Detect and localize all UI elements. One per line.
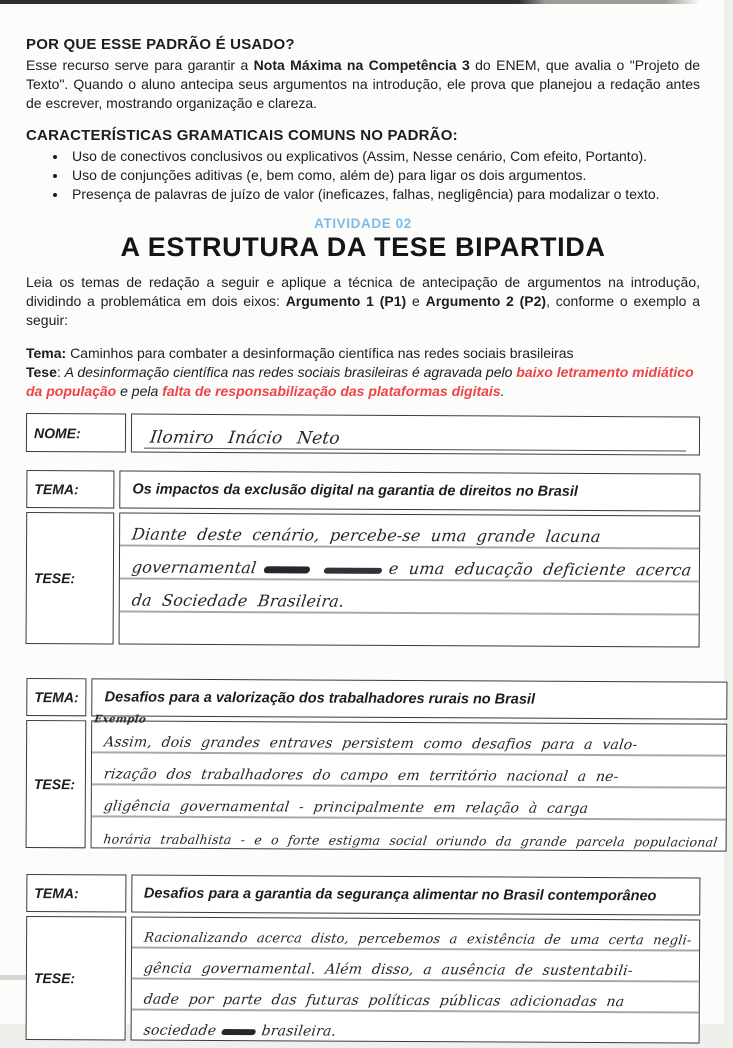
- tema-text-cell: [119, 470, 700, 511]
- tema-box-1: [26, 466, 701, 652]
- instructions-text-2: , conforme o exemplo a seguir:: [26, 293, 700, 328]
- example-tema-line: [26, 344, 700, 363]
- tema-text: Os impactos da exclusão digital na garantia de direitos no Brasil: [132, 481, 578, 500]
- instructions-text-mid: e: [406, 293, 426, 309]
- tese-cell: [130, 917, 700, 1044]
- handwriting-line: [120, 546, 699, 582]
- example-block: [26, 344, 700, 401]
- feature-bullet: • Uso de conjunções aditivas (e, bem como, além de) para ligar os dois argumentos.: [68, 166, 700, 185]
- handwritten-text: dade por parte das futuras políticas públicas adicionadas na: [142, 991, 625, 1011]
- tese-label: TESE:: [26, 512, 115, 644]
- activity-kicker: ATIVIDADE 02: [314, 216, 412, 231]
- handwritten-text: sociedade: [142, 1022, 217, 1039]
- feature-bullet: • Presença de palavras de juízo de valor (ineficazes, falhas, negligência) para modalizar o texto.: [68, 185, 700, 204]
- handwriting-line: [92, 785, 726, 820]
- nome-label: NOME:: [26, 413, 126, 453]
- handwriting-line: [120, 513, 699, 549]
- scan-artifact-top: [0, 0, 700, 4]
- features-heading: CARACTERÍSTICAS GRAMATICAIS COMUNS NO PADRÃO:: [26, 127, 458, 144]
- example-tese-period: .: [500, 383, 505, 399]
- handwriting-line: [131, 980, 699, 1014]
- handwritten-text: da Sociedade Brasileira.: [130, 590, 346, 611]
- handwriting-line: [131, 1011, 699, 1043]
- handwriting-line: [120, 579, 699, 615]
- example-tese-text-1: A desinformação científica nas redes sociais brasileiras é agravada pelo: [64, 364, 517, 380]
- handwritten-text: e uma educação deficiente acerca: [387, 558, 693, 580]
- why-heading: POR QUE ESSE PADRÃO É USADO?: [26, 36, 295, 53]
- example-tese-highlight-1: baixo letramento midiático da população: [26, 364, 694, 399]
- handwriting-line: [120, 612, 699, 646]
- example-tese-colon: :: [56, 364, 65, 380]
- handwriting-line: [92, 817, 726, 850]
- why-text-bold: Nota Máxima na Competência 3: [253, 57, 470, 73]
- tema-label: TEMA:: [26, 678, 87, 716]
- features-list: [26, 147, 700, 204]
- tema-text: Desafios para a garantia da segurança alimentar no Brasil contemporâneo: [143, 885, 657, 905]
- feature-bullet: • Uso de conectivos conclusivos ou explicativos (Assim, Nesse cenário, Com efeito, Portanto).: [68, 147, 700, 166]
- example-tese-line: [26, 363, 700, 401]
- why-text-2: do ENEM, que avalia o "Projeto de Texto". Quando o aluno antecipa seus argumentos na introdução, ele prova que planejou a redação antes de escrever, mostrando organização e clareza.: [26, 57, 701, 111]
- tese-label: TESE:: [26, 720, 87, 848]
- handwriting-line: [92, 721, 726, 756]
- exemplo-annotation: Exemplo: [93, 713, 148, 726]
- instructions-paragraph: [26, 273, 700, 330]
- nome-field: [131, 414, 700, 456]
- handwritten-text: Diante deste cenário, percebe-se uma grande lacuna: [130, 524, 602, 547]
- handwritten-text: brasileira.: [260, 1023, 338, 1040]
- crossed-out-word: [323, 568, 382, 574]
- example-tema-label: Tema:: [26, 345, 67, 361]
- nome-box: [26, 409, 700, 460]
- example-tese-highlight-2: falta de responsabilização das plataformas digitais: [162, 383, 501, 399]
- crossed-out-word: [263, 566, 311, 573]
- tema-box-3: [26, 870, 701, 1048]
- handwritten-text: Racionalizando acerca disto, percebemos a existência de uma certa negli-: [142, 930, 693, 949]
- tese-cell: [119, 512, 701, 647]
- handwriting-line: [131, 949, 699, 983]
- tema-box-2: [26, 674, 719, 856]
- handwritten-text: governamental: [130, 557, 258, 578]
- handwritten-text: gligência governamental - principalmente em relação à carga: [103, 798, 590, 817]
- tema-text-cell: [131, 875, 701, 916]
- why-text-1: Esse recurso serve para garantir a: [26, 57, 254, 73]
- instructions-text-1: Leia os temas de redação a seguir e aplique a técnica de antecipação de argumentos na introdução, dividindo a problemática em dois eixos:: [26, 274, 700, 309]
- handwriting-line: [92, 753, 726, 788]
- tese-cell: [91, 720, 728, 851]
- tema-label: TEMA:: [26, 470, 114, 508]
- example-tema-text: Caminhos para combater a desinformação científica nas redes sociais brasileiras: [66, 345, 574, 361]
- example-tese-text-2: e pela: [116, 383, 163, 399]
- handwritten-text: rização dos trabalhadores do campo em território nacional a ne-: [103, 766, 620, 786]
- handwritten-text: gência governamental. Além disso, a ausência de sustentabili-: [142, 960, 634, 980]
- nome-handwritten-value: Ilomiro Inácio Neto: [148, 427, 342, 449]
- example-tese-label: Tese: [26, 364, 57, 380]
- handwritten-text: horária trabalhista - e o forte estigma social oriundo da grande parcela populacional: [102, 831, 719, 850]
- instructions-arg1: Argumento 1 (P1): [285, 293, 407, 309]
- nome-ruled-line: [144, 419, 686, 452]
- crossed-out-word: [221, 1029, 256, 1035]
- why-paragraph: [26, 56, 700, 113]
- tema-text: Desafios para a valorização dos trabalhadores rurais no Brasil: [104, 689, 536, 708]
- handwritten-text: Assim, dois grandes entraves persistem como desafios para a valo-: [103, 734, 639, 754]
- tema-text-cell: [92, 678, 728, 726]
- tema-label: TEMA:: [26, 874, 126, 913]
- instructions-arg2: Argumento 2 (P2): [425, 293, 547, 309]
- tese-label: TESE:: [26, 916, 126, 1041]
- activity-title: A ESTRUTURA DA TESE BIPARTIDA: [120, 232, 606, 262]
- handwriting-line: [132, 918, 700, 952]
